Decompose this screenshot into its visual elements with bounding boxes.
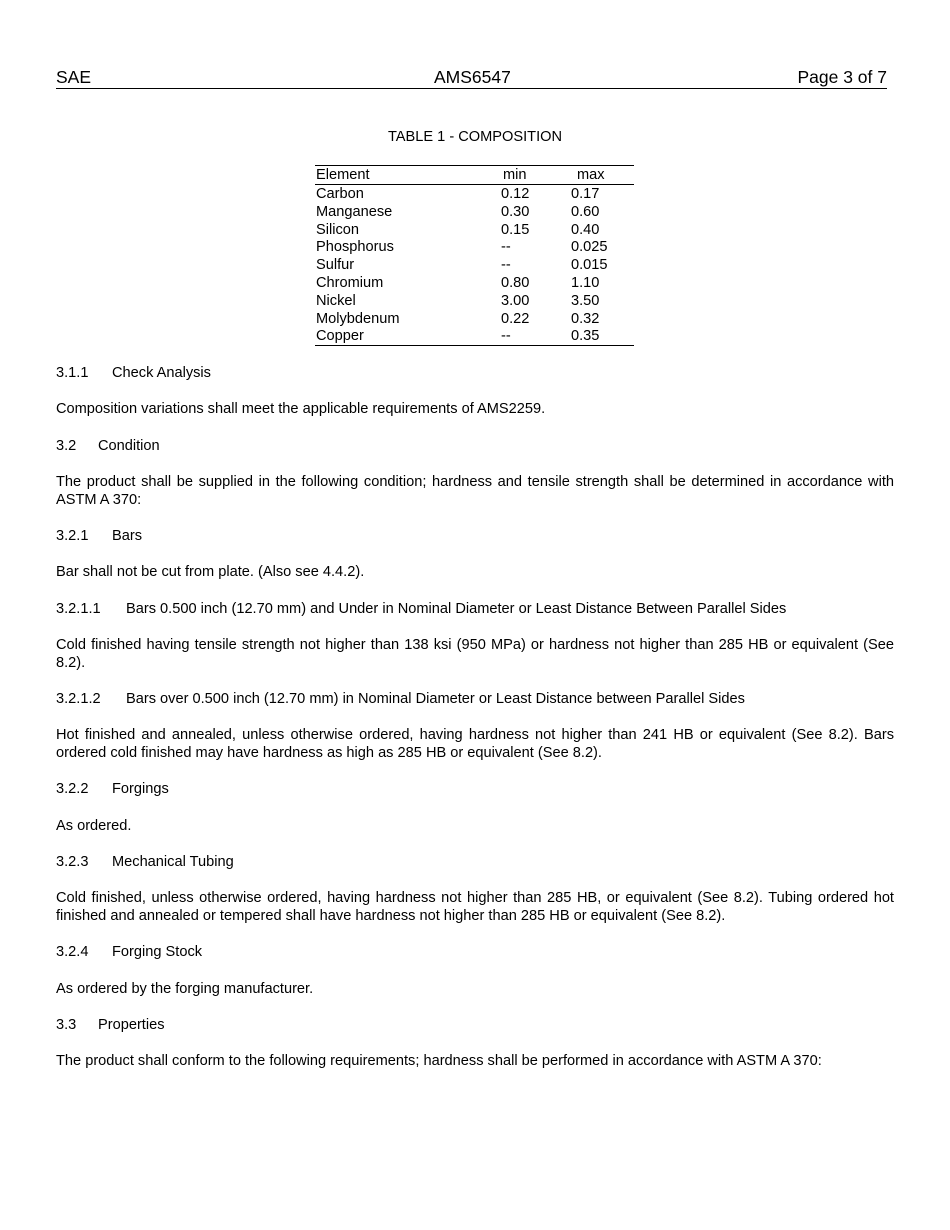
table-row xyxy=(315,256,634,274)
section-number: 3.2 xyxy=(56,438,77,454)
section-number: 3.3 xyxy=(56,1017,77,1033)
cell-element: Sulfur xyxy=(316,257,355,274)
cell-min: 3.00 xyxy=(501,292,530,309)
cell-max: 3.50 xyxy=(571,292,600,309)
section-number: 3.2.1.1 xyxy=(56,601,101,617)
section-heading-3-2-4 xyxy=(56,943,894,961)
table-row xyxy=(315,310,634,328)
section-title: Bars 0.500 inch (12.70 mm) and Under in Nominal Diameter or Least Distance Between Parallel Sides xyxy=(126,601,787,617)
section-number: 3.2.2 xyxy=(56,781,89,797)
section-body-3-2-1-1: Cold finished having tensile strength not higher than 138 ksi (950 MPa) or hardness not higher than 285 HB or equivalent (See 8.2). xyxy=(56,637,894,671)
section-heading-3-2-3 xyxy=(56,853,894,871)
cell-element: Carbon xyxy=(316,186,364,202)
table-title: TABLE 1 - COMPOSITION xyxy=(387,129,563,145)
cell-min: -- xyxy=(501,328,511,345)
table-row xyxy=(315,185,634,203)
table-row xyxy=(315,238,634,256)
cell-element: Manganese xyxy=(316,203,393,220)
section-title: Mechanical Tubing xyxy=(112,854,234,870)
cell-max: 0.015 xyxy=(571,257,608,274)
cell-max: 0.025 xyxy=(571,239,608,256)
section-body-3-2: The product shall be supplied in the following condition; hardness and tensile strength shall be determined in accordance with ASTM A 370: xyxy=(56,474,894,508)
page-header xyxy=(56,66,887,89)
table-header-row xyxy=(315,166,634,185)
section-number: 3.2.3 xyxy=(56,854,89,870)
column-header-max: max xyxy=(577,167,605,183)
cell-element: Phosphorus xyxy=(316,239,394,256)
table-row xyxy=(315,221,634,239)
section-heading-3-2-2 xyxy=(56,780,894,798)
section-number: 3.2.4 xyxy=(56,944,89,960)
section-title: Forging Stock xyxy=(112,944,203,960)
section-title: Forgings xyxy=(112,781,169,797)
section-title: Bars over 0.500 inch (12.70 mm) in Nominal Diameter or Least Distance between Parallel Sides xyxy=(126,691,745,707)
cell-min: -- xyxy=(501,257,511,274)
cell-element: Chromium xyxy=(316,274,384,291)
cell-max: 0.32 xyxy=(571,310,600,327)
cell-max: 0.60 xyxy=(571,203,600,220)
section-title: Properties xyxy=(98,1017,165,1033)
table-row xyxy=(315,327,634,345)
section-title: Condition xyxy=(98,438,160,454)
section-title: Bars xyxy=(112,528,143,544)
section-heading-3-2-1-1 xyxy=(56,600,894,618)
cell-min: -- xyxy=(501,239,511,256)
table-row xyxy=(315,292,634,310)
cell-min: 0.12 xyxy=(501,186,530,202)
cell-element: Copper xyxy=(316,328,364,345)
cell-min: 0.15 xyxy=(501,221,530,238)
header-org: SAE xyxy=(56,67,92,87)
composition-table xyxy=(315,165,634,346)
cell-element: Nickel xyxy=(316,292,356,309)
section-number: 3.1.1 xyxy=(56,365,89,381)
header-page-number: Page 3 of 7 xyxy=(797,67,887,87)
cell-min: 0.30 xyxy=(501,203,530,220)
section-body-3-2-1-2: Hot finished and annealed, unless otherwise ordered, having hardness not higher than 241 HB or equivalent (See 8.2). Bars ordered cold finished may have hardness as high as 285 HB or equivalent (See 8.2). xyxy=(56,727,894,761)
cell-element: Silicon xyxy=(316,221,359,238)
cell-max: 0.35 xyxy=(571,328,600,345)
section-body-3-2-2: As ordered. xyxy=(56,818,132,834)
cell-max: 1.10 xyxy=(571,274,600,291)
section-body-3-3: The product shall conform to the following requirements; hardness shall be performed in accordance with ASTM A 370: xyxy=(56,1053,822,1069)
table-row xyxy=(315,203,634,221)
section-heading-3-2 xyxy=(56,437,894,455)
header-doc-number: AMS6547 xyxy=(434,67,511,87)
section-body-3-2-1: Bar shall not be cut from plate. (Also see 4.4.2). xyxy=(56,564,365,580)
section-heading-3-2-1 xyxy=(56,527,894,545)
section-body-3-2-3: Cold finished, unless otherwise ordered, having hardness not higher than 285 HB, or equivalent (See 8.2). Tubing ordered hot finished and annealed or tempered shall have hardness not higher than 285 HB or equivalent (See 8.2). xyxy=(56,890,894,924)
section-number: 3.2.1.2 xyxy=(56,691,101,707)
cell-min: 0.80 xyxy=(501,274,530,291)
column-header-element: Element xyxy=(316,167,370,183)
section-body-3-2-4: As ordered by the forging manufacturer. xyxy=(56,981,314,997)
section-body-3-1-1: Composition variations shall meet the applicable requirements of AMS2259. xyxy=(56,401,546,417)
cell-max: 0.17 xyxy=(571,186,600,202)
section-title: Check Analysis xyxy=(112,365,211,381)
section-number: 3.2.1 xyxy=(56,528,89,544)
section-heading-3-3 xyxy=(56,1016,894,1034)
column-header-min: min xyxy=(503,167,527,183)
cell-min: 0.22 xyxy=(501,310,530,327)
section-heading-3-2-1-2 xyxy=(56,690,894,708)
table-row xyxy=(315,274,634,292)
section-heading-3-1-1 xyxy=(56,364,894,382)
cell-max: 0.40 xyxy=(571,221,600,238)
cell-element: Molybdenum xyxy=(316,310,400,327)
